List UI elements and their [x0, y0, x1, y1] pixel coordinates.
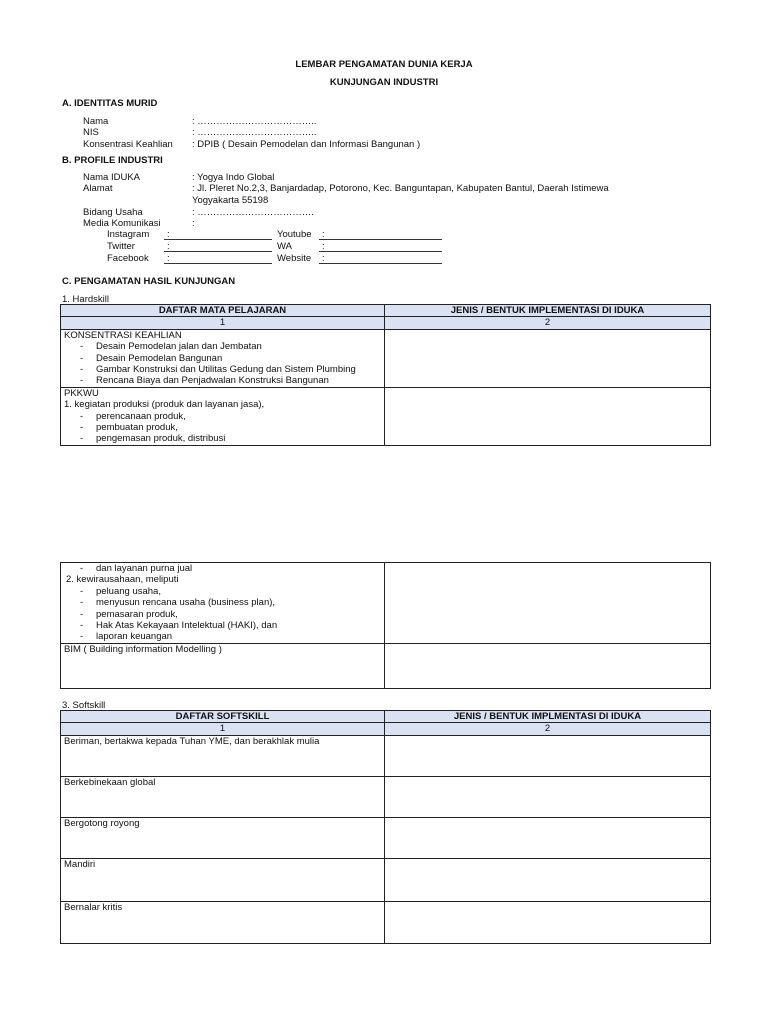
softskill-item: Berkebinekaan global: [61, 776, 385, 817]
softskill-implementasi-cell[interactable]: [385, 776, 711, 817]
nama-label: Nama: [83, 116, 109, 127]
twitter-field[interactable]: [164, 241, 272, 252]
youtube-colon: :: [322, 229, 325, 240]
instagram-field[interactable]: [164, 229, 272, 240]
pkkwu-cell: [61, 387, 385, 445]
youtube-label: Youtube: [277, 229, 312, 240]
list-item: - Rencana Biaya dan Penjadwalan Konstruksi Bangunan: [64, 375, 381, 386]
nis-label: NIS: [83, 127, 99, 138]
bim-implementasi-cell[interactable]: [385, 643, 711, 688]
softskill-label: 3. Softskill: [62, 700, 106, 711]
col-header-implementasi: JENIS / BENTUK IMPLMENTASI DI IDUKA: [385, 711, 711, 723]
hardskill-label: 1. Hardskill: [62, 294, 109, 305]
instagram-colon: :: [167, 229, 170, 240]
facebook-label: Facebook: [107, 253, 149, 264]
nama-iduka-label: Nama IDUKA: [83, 172, 141, 183]
instagram-label: Instagram: [107, 229, 150, 240]
softskill-item: Bergotong royong: [61, 817, 385, 858]
table-row: [61, 329, 711, 387]
table-row: [61, 735, 711, 776]
list-item: - dan layanan purna jual: [64, 563, 381, 574]
facebook-colon: :: [167, 253, 170, 264]
pkkwu-continued-cell: [61, 563, 385, 644]
softskill-item: Bernalar kritis: [61, 901, 385, 943]
list-item: - pembuatan produk,: [64, 422, 381, 433]
kewirausahaan-sub: 2. kewirausahaan, meliputi: [66, 574, 179, 586]
list-item: - Gambar Konstruksi dan Utilitas Gedung dan Sistem Plumbing: [64, 364, 381, 375]
col-number-2: 2: [385, 317, 711, 329]
softskill-implementasi-cell[interactable]: [385, 901, 711, 943]
media-komunikasi-label: Media Komunikasi: [83, 218, 161, 229]
table-header-row: [61, 711, 711, 723]
list-item: - Hak Atas Kekayaan Intelektual (HAKI), dan: [64, 620, 381, 631]
col-header-implementasi: JENIS / BENTUK IMPLEMENTASI DI IDUKA: [385, 305, 711, 317]
col-number-1: 1: [61, 317, 385, 329]
media-komunikasi-value: :: [192, 218, 195, 229]
section-a-heading: A. IDENTITAS MURID: [62, 98, 158, 109]
col-number-2: 2: [385, 723, 711, 735]
document-subtitle: KUNJUNGAN INDUSTRI: [329, 77, 439, 88]
section-c-heading: C. PENGAMATAN HASIL KUNJUNGAN: [62, 276, 236, 287]
col-header-mata-pelajaran: DAFTAR MATA PELAJARAN: [61, 305, 385, 317]
wa-label: WA: [277, 241, 292, 252]
col-number-1: 1: [61, 723, 385, 735]
col-header-softskill: DAFTAR SOFTSKILL: [61, 711, 385, 723]
list-item: - Desain Pemodelan jalan dan Jembatan: [64, 341, 381, 352]
hardskill-table: [60, 304, 711, 446]
nis-field[interactable]: : ………………………………..: [192, 127, 317, 138]
softskill-implementasi-cell[interactable]: [385, 735, 711, 776]
alamat-label: Alamat: [83, 183, 113, 194]
softskill-item: Beriman, bertakwa kepada Tuhan YME, dan berakhlak mulia: [61, 735, 385, 776]
document-title: LEMBAR PENGAMATAN DUNIA KERJA: [295, 59, 473, 70]
konsentrasi-label: Konsentrasi Keahlian: [83, 139, 173, 150]
softskill-item: Mandiri: [61, 858, 385, 901]
konsentrasi-title: KONSENTRASI KEAHLIAN: [64, 329, 182, 341]
wa-field[interactable]: [319, 241, 442, 252]
bidang-usaha-label: Bidang Usaha: [83, 207, 143, 218]
wa-colon: :: [322, 241, 325, 252]
list-item: - Desain Pemodelan Bangunan: [64, 353, 381, 364]
softskill-table: [60, 710, 711, 944]
pkkwu-implementasi-cell[interactable]: [385, 387, 711, 445]
konsentrasi-value: : DPIB ( Desain Pemodelan dan Informasi Bangunan ): [192, 139, 421, 150]
table-row: [61, 901, 711, 943]
table-row: [61, 858, 711, 901]
table-row: [61, 817, 711, 858]
website-label: Website: [277, 253, 312, 264]
pkkwu-sub1: 1. kegiatan produksi (produk dan layanan jasa),: [64, 399, 265, 411]
softskill-implementasi-cell[interactable]: [385, 817, 711, 858]
table-number-row: [61, 723, 711, 735]
website-field[interactable]: [319, 253, 442, 264]
softskill-implementasi-cell[interactable]: [385, 858, 711, 901]
pkkwu-title: PKKWU: [64, 387, 99, 399]
bidang-usaha-field[interactable]: : ……………………………….: [192, 207, 314, 218]
list-item: - peluang usaha,: [64, 586, 381, 597]
alamat-value-line1: : Jl. Pleret No.2,3, Banjardadap, Potorono, Kec. Banguntapan, Kabupaten Bantul, Daerah Istimewa: [192, 183, 609, 194]
nama-iduka-value: : Yogya Indo Global: [192, 172, 275, 183]
table-row: [61, 563, 711, 644]
twitter-label: Twitter: [107, 241, 135, 252]
table-number-row: [61, 317, 711, 329]
list-item: - pengemasan produk, distribusi: [64, 433, 381, 444]
konsentrasi-implementasi-cell[interactable]: [385, 329, 711, 387]
nama-field[interactable]: : ………………………………..: [192, 116, 317, 127]
table-row: [61, 776, 711, 817]
facebook-field[interactable]: [164, 253, 272, 264]
alamat-value-line2: Yogyakarta 55198: [192, 195, 269, 206]
bim-cell: BIM ( Building information Modelling ): [61, 643, 385, 688]
konsentrasi-cell: [61, 329, 385, 387]
list-item: - pemasaran produk,: [64, 609, 381, 620]
list-item: - laporan keuangan: [64, 631, 381, 642]
pkkwu-continued-implementasi-cell[interactable]: [385, 563, 711, 644]
table-row: [61, 643, 711, 688]
table-header-row: [61, 305, 711, 317]
youtube-field[interactable]: [319, 229, 442, 240]
section-b-heading: B. PROFILE INDUSTRI: [62, 155, 163, 166]
hardskill-table-continued: [60, 562, 711, 689]
list-item: - perencanaan produk,: [64, 411, 381, 422]
website-colon: :: [322, 253, 325, 264]
twitter-colon: :: [167, 241, 170, 252]
list-item: - menyusun rencana usaha (business plan),: [64, 597, 381, 608]
table-row: [61, 387, 711, 445]
